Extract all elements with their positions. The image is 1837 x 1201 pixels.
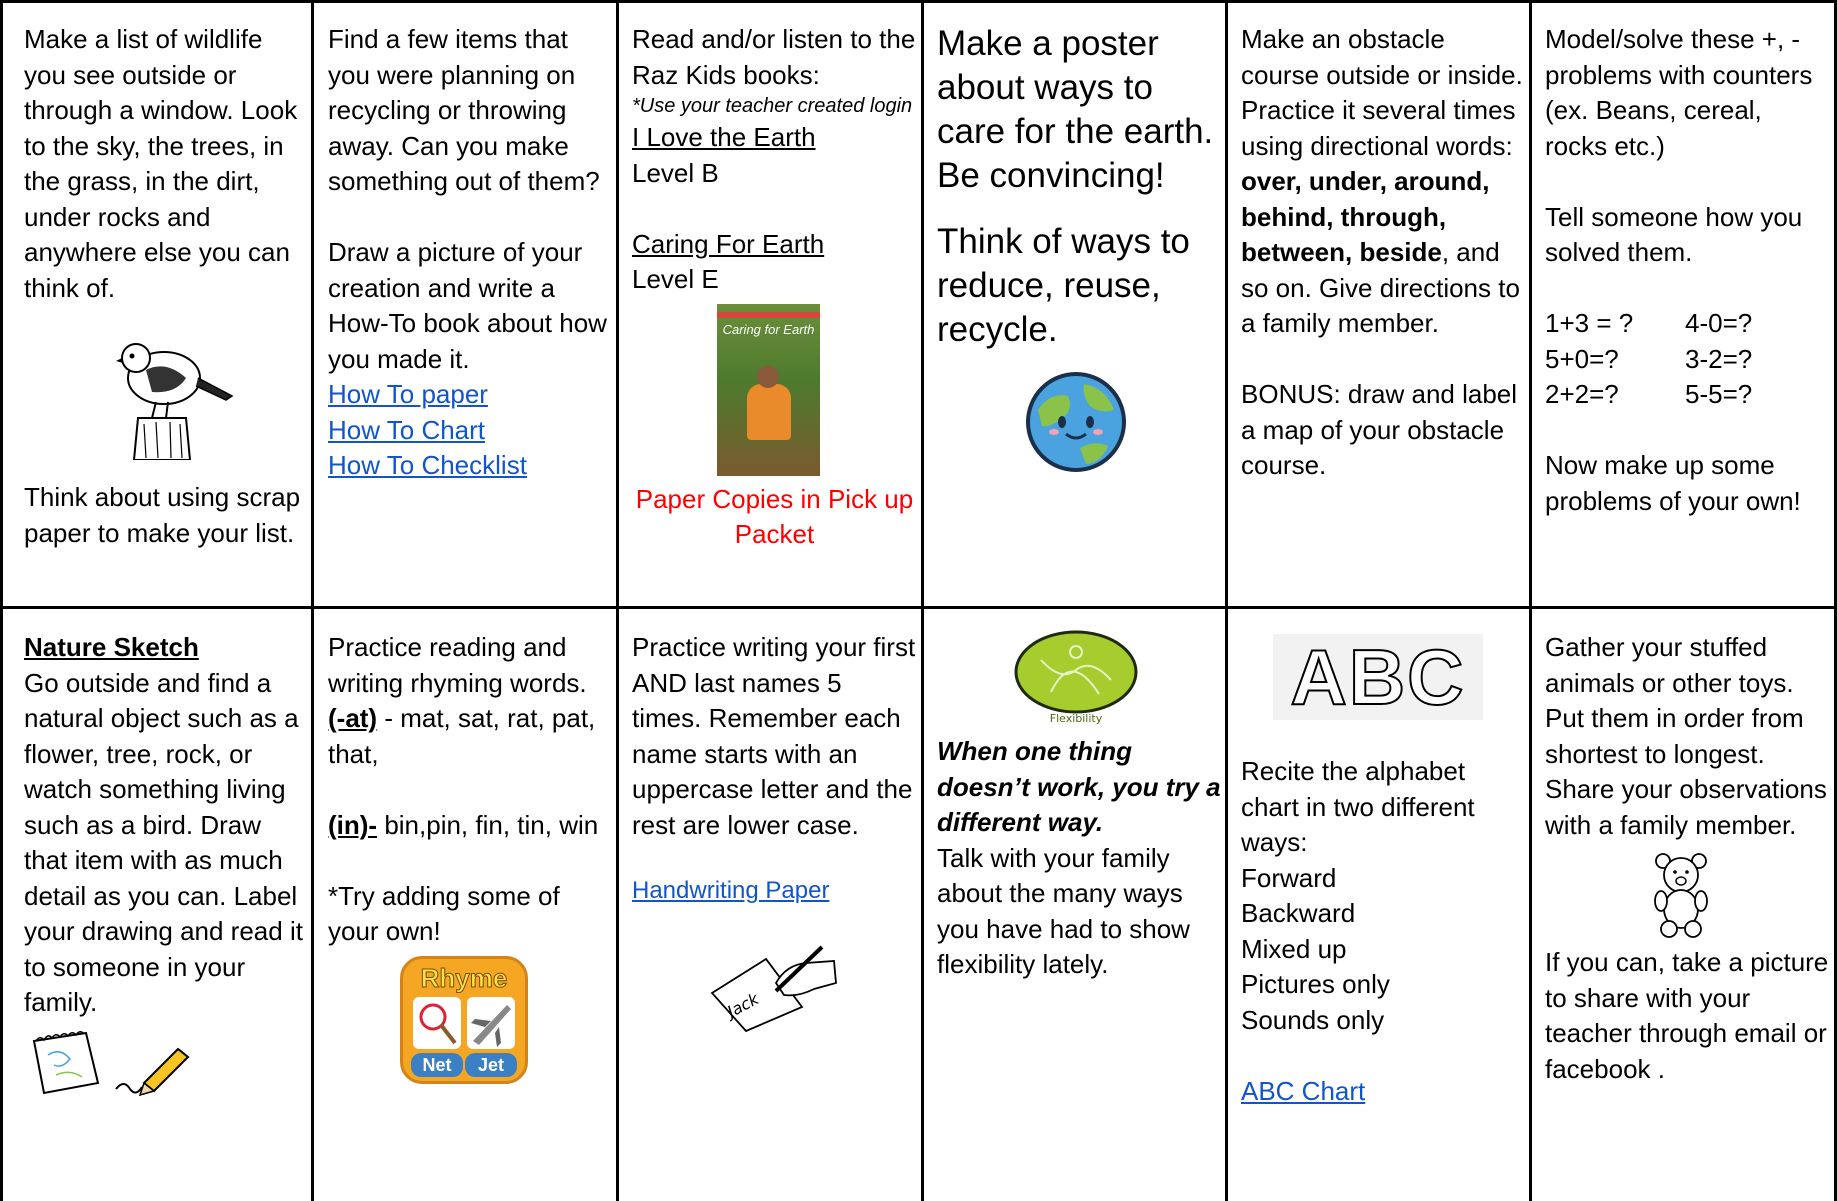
recycle-cell (328, 22, 610, 602)
math-problem-row (1545, 306, 1830, 342)
math-outro: Now make up some problems of your own! (1545, 450, 1801, 516)
paper-copies-note: Paper Copies in Pick up Packet (635, 483, 914, 549)
math-tell: Tell someone how you solved them. (1545, 201, 1803, 267)
math-problem: 2+2=? (1545, 379, 1619, 409)
raz-book1-level: Level B (632, 157, 719, 188)
alphabet-cell (1241, 630, 1525, 1201)
obstacle-tail: , and so on. Give directions to a family member. (1241, 237, 1520, 338)
sketchpad-pencil-icon (26, 1027, 196, 1099)
teddy-bear-icon (1649, 851, 1713, 939)
grid-line (0, 0, 3, 1201)
grid-line (921, 0, 924, 1201)
rhyme-in-line (328, 808, 610, 844)
rhyme-app-icon (400, 956, 528, 1084)
hand-writing-icon (706, 943, 846, 1033)
raz-book1-title: I Love the Earth (632, 122, 816, 152)
flexibility-text: Talk with your family about the many ways you have had to show flexibility lately. (937, 842, 1190, 979)
flexibility-logo-label: Flexibility (1049, 712, 1103, 725)
rhyme-at-words: - mat, sat, rat, pat, that, (328, 703, 596, 769)
obstacle-course-cell (1241, 22, 1525, 602)
grid-line (616, 0, 619, 1201)
alphabet-way: Mixed up (1241, 933, 1347, 964)
recycle-intro: Find a few items that you were planning on recycling or throwing away. Can you make something out of them? (328, 24, 600, 196)
grid-line (0, 606, 1837, 609)
abc-letters: ABC (1290, 633, 1466, 721)
abc-chart-link[interactable]: ABC Chart (1241, 1075, 1366, 1106)
alphabet-way: Sounds only (1241, 1004, 1385, 1035)
math-problem: 3-2=? (1685, 343, 1753, 374)
rhyme-app-word-net: Net (411, 1053, 463, 1077)
math-cell (1545, 22, 1830, 602)
nature-sketch-cell (24, 630, 306, 1201)
toys-text: Gather your stuffed animals or other toys. Put them in order from shortest to longest. Share your observations with a family member. (1545, 632, 1827, 840)
rhyme-at-key: (-at) (328, 703, 378, 733)
obstacle-bold-words: over, under, around, behind, through, between, beside (1241, 166, 1490, 267)
math-problem: 5-5=? (1685, 379, 1753, 409)
toys-text-2: If you can, take a picture to share with your teacher through email or facebook . (1545, 947, 1829, 1084)
book-cover-title: Caring for Earth (722, 321, 815, 337)
flexibility-bold-text: When one thing doesn’t work, you try a different way. (937, 736, 1221, 837)
wildlife-text: Make a list of wildlife you see outside or through a window. Look to the sky, the trees, in the grass, in the dirt, under rocks and anywhere else you can think of. (24, 24, 298, 303)
obstacle-bonus: BONUS: draw and label a map of your obstacle course. (1241, 379, 1518, 480)
alphabet-way: Backward (1241, 898, 1356, 928)
grid-line (1225, 0, 1228, 1201)
alphabet-way: Pictures only (1241, 969, 1390, 999)
jet-icon (467, 997, 515, 1049)
rhyming-cell (328, 630, 610, 1201)
math-problem: 5+0=? (1545, 343, 1619, 374)
obstacle-directional-words (1241, 164, 1525, 342)
raz-kids-cell (632, 22, 917, 602)
book-cover-image (717, 304, 820, 476)
hand-label: Jack (724, 988, 762, 1021)
math-problem-row (1545, 377, 1830, 413)
rhyme-in-key: (in)- (328, 809, 378, 840)
raz-login-note: *Use your teacher created login (632, 95, 913, 117)
raz-book2-level: Level E (632, 264, 719, 294)
grid-line (1529, 0, 1532, 1201)
smiling-earth-icon (1024, 370, 1128, 474)
how-to-chart-link[interactable]: How To Chart (328, 414, 486, 445)
abc-image (1273, 634, 1483, 720)
rhyme-app-title: Rhyme (420, 962, 508, 993)
alphabet-intro: Recite the alphabet chart in two different ways: (1241, 756, 1475, 857)
nature-text: Go outside and find a natural object such as a flower, tree, rock, or watch something living such as a bird. Draw that item with as much detail as you can. Label your drawing and read it to someone in your family. (24, 667, 303, 1017)
flexibility-logo-icon (1011, 630, 1141, 726)
net-icon (413, 997, 461, 1049)
wildlife-cell (24, 22, 304, 602)
recycle-task: Draw a picture of your creation and write a How-To book about how you made it. (328, 237, 607, 374)
obstacle-intro: Make an obstacle course outside or inside. Practice it several times using directional words: (1241, 24, 1523, 161)
alphabet-way: Forward (1241, 862, 1337, 893)
poster-text: Make a poster about ways to care for the earth. Be convincing! (937, 24, 1214, 195)
poster-text-2: Think of ways to reduce, reuse, recycle. (937, 222, 1190, 349)
how-to-paper-link[interactable]: How To paper (328, 379, 488, 409)
grid-line (311, 0, 314, 1201)
poster-cell (937, 22, 1221, 602)
toys-cell (1545, 630, 1830, 1201)
grid-line (0, 0, 1837, 3)
math-problem: 4-0=? (1685, 308, 1753, 338)
rhyme-in-words: bin,pin, fin, tin, win (377, 809, 599, 840)
raz-intro: Read and/or listen to the Raz Kids books: (632, 24, 916, 90)
flexibility-cell (937, 630, 1221, 1201)
math-problem-row (1545, 342, 1830, 378)
wildlife-note: Think about using scrap paper to make your list. (24, 482, 301, 548)
rhyme-try: *Try adding some of your own! (328, 880, 560, 946)
names-cell (632, 630, 917, 1201)
handwriting-paper-link[interactable]: Handwriting Paper (632, 877, 830, 904)
nature-title: Nature Sketch (24, 632, 199, 662)
bird-icon (116, 320, 236, 460)
rhyme-intro: Practice reading and writing rhyming words. (328, 632, 587, 698)
how-to-checklist-link[interactable]: How To Checklist (328, 450, 527, 480)
math-problem: 1+3 = ? (1545, 308, 1634, 338)
rhyme-at-line (328, 701, 610, 772)
math-intro: Model/solve these +, - problems with counters (ex. Beans, cereal, rocks etc.) (1545, 24, 1813, 161)
raz-book2-title: Caring For Earth (632, 228, 825, 259)
rhyme-app-word-jet: Jet (465, 1053, 517, 1077)
names-text: Practice writing your first AND last names 5 times. Remember each name starts with an uppercase letter and the rest are lower case. (632, 632, 916, 840)
